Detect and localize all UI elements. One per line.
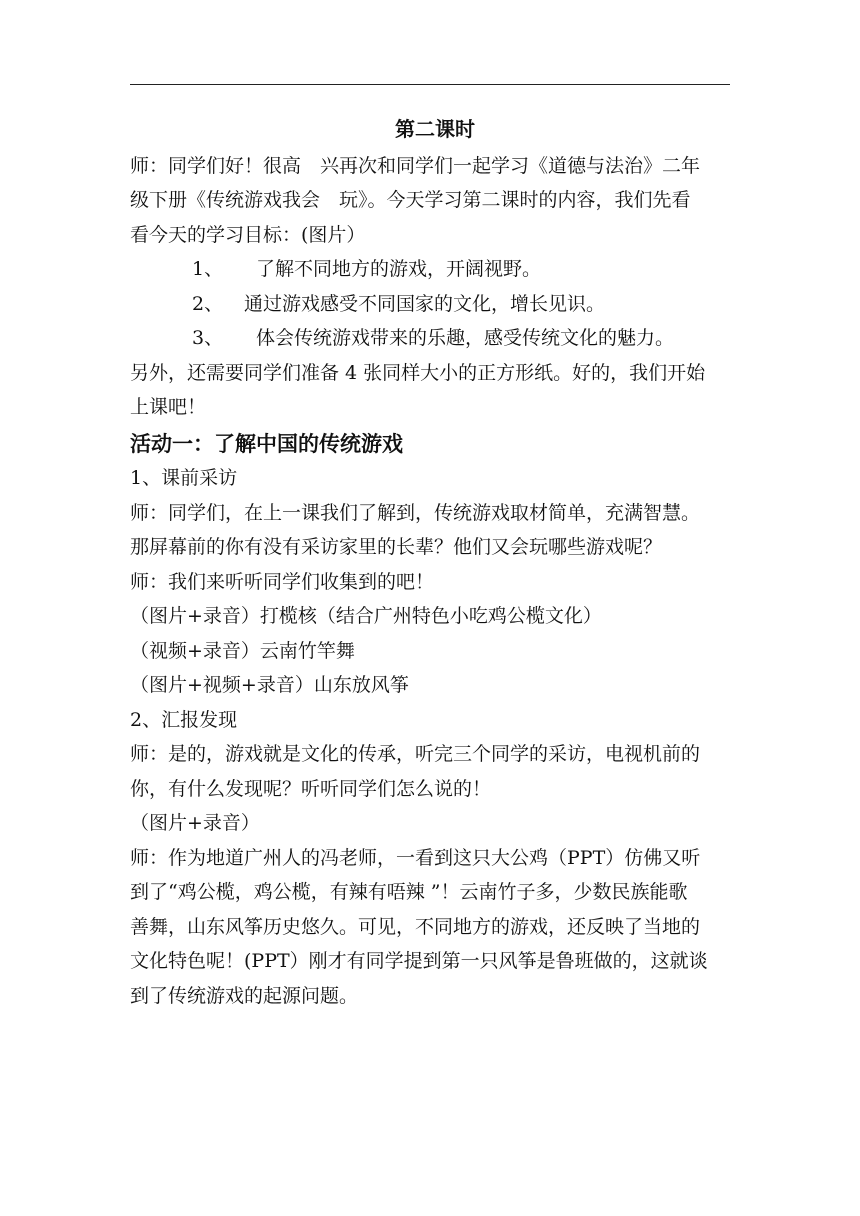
section-title: 1、课前采访	[130, 467, 238, 489]
closing-line: 善舞，山东风筝历史悠久。可见，不同地方的游戏，还反映了当地的	[130, 915, 701, 938]
goal-item-2	[130, 287, 740, 322]
goal-text: 通过游戏感受不同国家的文化，增长见识。	[244, 292, 606, 315]
goal-text: 体会传统游戏带来的乐趣，感受传统文化的魅力。	[256, 327, 675, 349]
intro-line: 看今天的学习目标：(图片）	[130, 223, 366, 246]
goal-text: 了解不同地方的游戏，开阔视野。	[256, 258, 542, 280]
intro-paragraph	[130, 149, 740, 253]
goal-number: 3、	[192, 327, 224, 349]
goal-number: 2、	[192, 292, 224, 315]
prep-line: 另外，还需要同学们准备 4 张同样大小的正方形纸。好的，我们开始	[130, 361, 706, 384]
media-item: （视频+录音）云南竹竿舞	[130, 639, 355, 662]
section2-paragraph	[130, 737, 740, 806]
activity-heading: 活动一：了解中国的传统游戏	[130, 430, 403, 456]
lesson-title: 第二课时	[395, 117, 475, 141]
closing-line: 师：作为地道广州人的冯老师，一看到这只大公鸡（PPT）仿佛又听	[130, 846, 701, 869]
prep-line: 上课吧！	[130, 396, 207, 418]
listen-line: 师：我们来听听同学们收集到的吧！	[130, 570, 435, 593]
document-body	[130, 112, 740, 1013]
closing-line: 到了“鸡公榄，鸡公榄，有辣有唔辣 ”！云南竹子多，少数民族能歌	[130, 881, 688, 903]
s1-line: 那屏幕前的你有没有采访家里的长辈？他们又会玩哪些游戏呢？	[130, 536, 663, 558]
section-title: 2、汇报发现	[130, 708, 238, 731]
s2-line: 你，有什么发现呢？听听同学们怎么说的！	[130, 777, 492, 800]
header-rule	[130, 84, 730, 85]
preparation-paragraph	[130, 356, 740, 425]
closing-line: 文化特色呢！(PPT）刚才有同学提到第一只风筝是鲁班做的，这就谈	[130, 950, 708, 972]
goal-item-3	[130, 321, 740, 356]
section1-paragraph	[130, 496, 740, 565]
media-item: （图片+视频+录音）山东放风筝	[130, 674, 409, 696]
media-item: （图片+录音）	[130, 812, 260, 834]
intro-line: 师：同学们好！很高 兴再次和同学们一起学习《道德与法治》二年	[130, 154, 701, 177]
intro-line: 级下册《传统游戏我会 玩》。今天学习第二课时的内容，我们先看	[130, 189, 691, 211]
goal-number: 1、	[192, 258, 224, 280]
goal-item-1	[130, 252, 740, 287]
closing-line: 到了传统游戏的起源问题。	[130, 984, 359, 1007]
media-item: （图片+录音）打榄核（结合广州特色小吃鸡公榄文化）	[130, 605, 602, 627]
s2-line: 师：是的，游戏就是文化的传承，听完三个同学的采访，电视机前的	[130, 743, 701, 765]
s1-line: 师：同学们，在上一课我们了解到，传统游戏取材简单，充满智慧。	[130, 501, 701, 524]
closing-paragraph	[130, 841, 740, 1014]
